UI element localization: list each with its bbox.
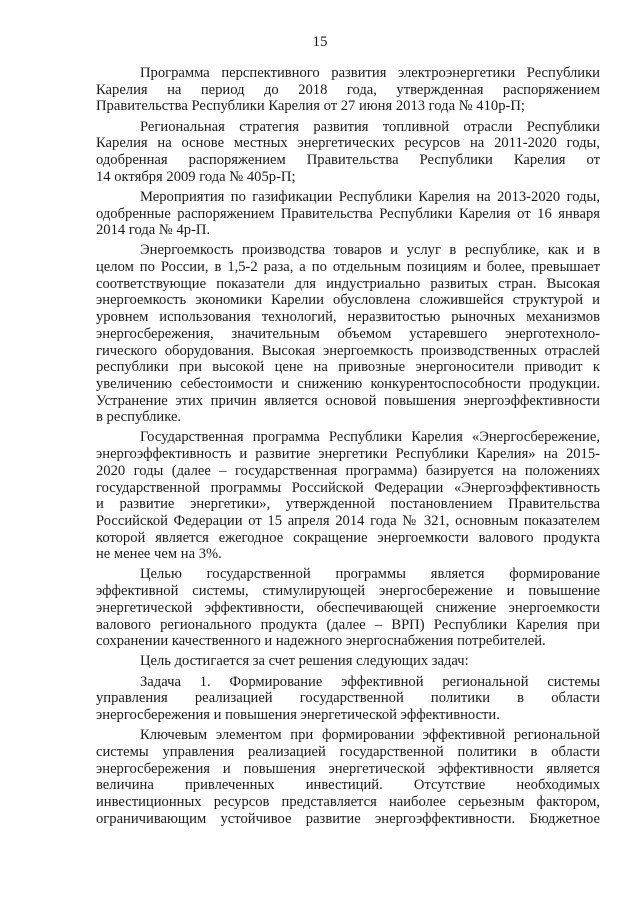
paragraph	[96, 119, 600, 186]
text-line: республики при высокой цене на привозные энергоносители приводит к	[96, 359, 600, 376]
text-line: Устранение этих причин является основой повышения энергоэффективности	[96, 392, 600, 409]
document-body	[96, 65, 600, 831]
text-line: Задача 1. Формирование эффективной региональной системы	[140, 673, 600, 690]
text-line: эффективной системы, стимулирующей энергосбережение и повышение	[96, 583, 600, 600]
text-line: Программа перспективного развития электроэнергетики Республики	[140, 65, 600, 81]
text-line: энергосбережения, значительным объемом устаревшего энерготехноло-	[96, 325, 600, 342]
text-line: 2014 года № 4р-П.	[96, 222, 211, 239]
text-line: ограничивающим устойчивое развитие энергоэффективности. Бюджетное	[96, 810, 600, 827]
text-line: энергоемкость экономики Карелии обусловлена сложившейся структурой и	[96, 292, 600, 309]
paragraph	[96, 566, 600, 649]
paragraph	[96, 674, 600, 724]
text-line: которой является ежегодное сокращение энергоемкости валового продукта	[96, 529, 600, 546]
text-line: инвестиционных ресурсов представляется наиболее серьезным фактором,	[96, 793, 600, 810]
text-line: величина привлеченных инвестиций. Отсутствие необходимых	[96, 777, 600, 794]
text-line: уровнем использования технологий, неразвитостью рыночных механизмов	[96, 309, 600, 326]
text-line: государственной программы Российской Федерации «Энергоэффективность	[96, 479, 600, 496]
text-line: и развитие энергетики», утвержденной постановлением Правительства	[96, 496, 600, 513]
text-line: системы управления реализацией государственной политики в области	[96, 743, 600, 760]
text-line: Региональная стратегия развития топливной отрасли Республики	[140, 118, 600, 135]
paragraph	[96, 727, 600, 827]
text-line: Карелия на период до 2018 года, утвержденная распоряжением	[96, 81, 600, 98]
paragraph	[96, 653, 600, 670]
text-line: Карелия на основе местных энергетических ресурсов на 2011-2020 годы,	[96, 135, 600, 152]
text-line: целом по России, в 1,5-2 раза, а по отдельным позициям и более, превышает	[96, 259, 600, 276]
text-line: соответствующие показатели для индустриально развитых стран. Высокая	[96, 275, 600, 292]
paragraph	[96, 242, 600, 426]
text-line: увеличению себестоимости и снижению конкурентоспособности продукции.	[96, 375, 600, 392]
text-line: Государственная программа Республики Карелия «Энергосбережение,	[140, 429, 600, 446]
text-line: Цель достигается за счет решения следующих задач:	[140, 653, 469, 670]
text-line: в республике.	[96, 409, 182, 426]
text-line: управления реализацией государственной политики в области	[96, 690, 600, 707]
text-line: энергосбережения и повышения энергетической эффективности.	[96, 706, 500, 723]
text-line: одобренные распоряжением Правительства Республики Карелия от 16 января	[96, 205, 600, 222]
text-line: энергоэффективность и развитие энергетики Республики Карелия» на 2015-	[96, 446, 600, 463]
paragraph	[96, 189, 600, 239]
text-line: гического оборудования. Высокая энергоемкость производственных отраслей	[96, 342, 600, 359]
text-line: 2020 годы (далее – государственная программа) базируется на положениях	[96, 462, 600, 479]
text-line: энергетической эффективности, обеспечивающей снижение энергоемкости	[96, 599, 600, 616]
text-line: Целью государственной программы является формирование	[140, 566, 600, 583]
text-line: энергосбережения и повышения энергетической эффективности является	[96, 760, 600, 777]
paragraph	[96, 65, 600, 115]
text-line: Энергоемкость производства товаров и услуг в республике, как и в	[140, 242, 600, 259]
text-line: сохранении качественного и надежного энергоснабжения потребителей.	[96, 633, 546, 650]
text-line: 14 октября 2009 года № 405р-П;	[96, 168, 296, 185]
text-line: Мероприятия по газификации Республики Карелия на 2013-2020 годы,	[140, 188, 600, 205]
text-line: валового регионального продукта (далее – ВРП) Республики Карелия при	[96, 616, 600, 633]
text-line: Правительства Республики Карелия от 27 июня 2013 года № 410р-П;	[96, 98, 525, 115]
text-line: Российской Федерации от 15 апреля 2014 года № 321, основным показателем	[96, 512, 600, 529]
text-line: не менее чем на 3%.	[96, 546, 222, 563]
paragraph	[96, 429, 600, 563]
text-line: Ключевым элементом при формировании эффективной региональной	[140, 727, 600, 744]
text-line: одобренная распоряжением Правительства Республики Карелия от	[96, 151, 600, 168]
page-number: 15	[312, 34, 328, 50]
